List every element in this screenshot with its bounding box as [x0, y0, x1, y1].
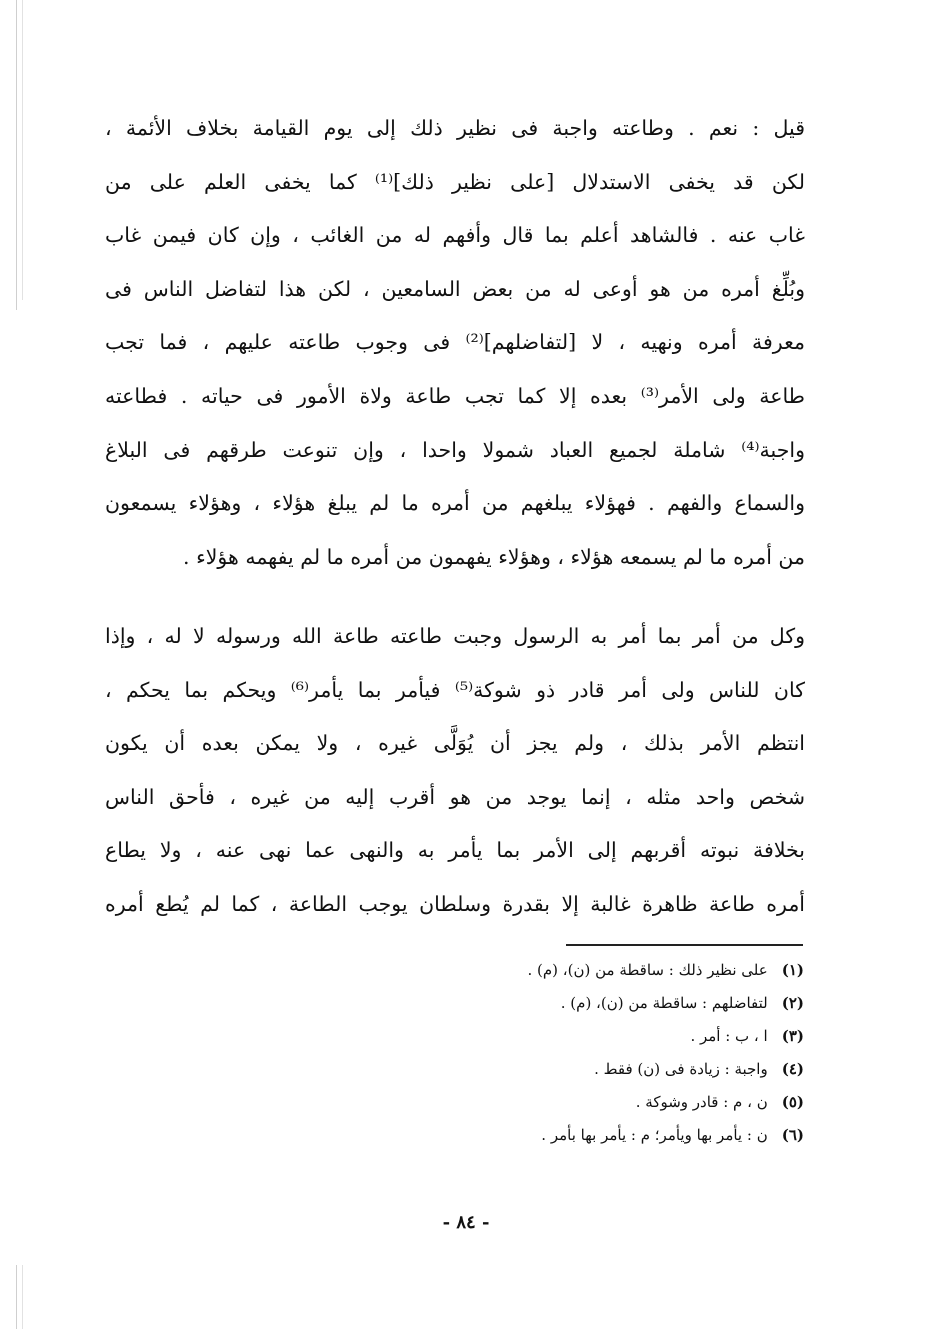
- footnote-item: [527, 954, 804, 987]
- footnote-text: ا ، ب : أمر .: [690, 1027, 768, 1045]
- text-line: معرفة أمره ونهيه ، لا [لتفاضلهم]⁽²⁾ فى وجوب طاعته عليهم ، فما تجب: [105, 330, 805, 355]
- text-line: من أمره ما لم يسمعه هؤلاء ، وهؤلاء يفهمون من أمره ما لم يفهمه هؤلاء .: [183, 544, 805, 569]
- footnote-text: على نظير ذلك : ساقطة من (ن)، (م) .: [527, 961, 768, 979]
- footnote-item: [527, 1020, 804, 1053]
- footnote-number: (٢): [781, 994, 804, 1012]
- text-line: واجبة⁽⁴⁾ شاملة لجميع العباد شمولا واحدا ، وإن تنوعت طرقهم فى البلاغ: [105, 437, 805, 462]
- page-number: - ٨٤ -: [442, 1212, 490, 1233]
- text-line: قيل : نعم . وطاعته واجبة فى نظير ذلك إلى يوم القيامة بخلاف الأئمة ،: [105, 116, 805, 140]
- text-line: والسماع والفهم . فهؤلاء يبلغهم من أمره ما لم يبلغ هؤلاء ، وهؤلاء يسمعون: [105, 491, 805, 516]
- text-line: بخلافة نبوته أقربهم إلى الأمر بما يأمر به والنهى عما نهى عنه ، ولا يطاع: [105, 838, 805, 863]
- paragraph-1: [105, 102, 805, 584]
- scan-edge-line: [16, 0, 17, 310]
- footnote-separator: [566, 944, 803, 946]
- text-line: غاب عنه . فالشاهد أعلم بما قال وأفهم له من الغائب ، وإن كان فيمن غاب: [105, 223, 805, 248]
- footnote-text: ن : يأمر بها ويأمر؛ م : يأمر بها بأمر .: [541, 1126, 768, 1144]
- footnote-number: (٣): [781, 1027, 804, 1045]
- footnote-item: [527, 1086, 804, 1119]
- footnote-number: (٥): [781, 1093, 804, 1111]
- scan-edge-line: [22, 0, 23, 300]
- text-line: وبُلِّغ أمره من هو أوعى له من بعض السامعين ، لكن هذا لتفاضل الناس فى: [105, 276, 805, 301]
- text-line: أمره طاعة ظاهرة غالبة إلا بقدرة وسلطان يوجب الطاعة ، كما لم يُطع أمره: [105, 891, 805, 916]
- scan-edge-line: [16, 1265, 17, 1329]
- footnotes: [527, 954, 804, 1152]
- footnote-text: ن ، م : قادر وشوكة .: [635, 1093, 768, 1111]
- footnote-number: (٦): [781, 1126, 804, 1144]
- scan-edge-line: [22, 1265, 23, 1329]
- paragraph-2: [105, 610, 805, 932]
- footnote-text: واجبة : زيادة فى (ن) فقط .: [594, 1060, 768, 1078]
- text-line: انتظم الأمر بذلك ، ولم يجز أن يُوَلَّى غيره ، ولا يمكن بعده أن يكون: [105, 731, 805, 756]
- text-line: كان للناس ولى أمر قادر ذو شوكة⁽⁵⁾ فيأمر بما يأمر⁽⁶⁾ ويحكم بما يحكم ،: [105, 677, 805, 702]
- footnote-number: (٤): [781, 1060, 804, 1078]
- footnote-item: [527, 1053, 804, 1086]
- footnote-item: [527, 987, 804, 1020]
- footnote-number: (١): [781, 961, 804, 979]
- text-line: طاعة ولى الأمر⁽³⁾ بعده إلا كما تجب طاعة ولاة الأمور فى حياته . فطاعته: [105, 383, 806, 408]
- text-line: وكل من أمر بما أمر به الرسول وجبت طاعته طاعة الله ورسوله لا له ، وإذا: [105, 624, 805, 648]
- text-line: شخص واحد مثله ، إنما يوجد من هو أقرب إليه من غيره ، فأحق الناس: [105, 784, 805, 809]
- footnote-text: لتفاضلهم : ساقطة من (ن)، (م) .: [560, 994, 768, 1012]
- footnote-item: [527, 1119, 804, 1152]
- text-line: لكن قد يخفى الاستدلال [على نظير ذلك]⁽¹⁾ كما يخفى العلم على من: [105, 169, 805, 194]
